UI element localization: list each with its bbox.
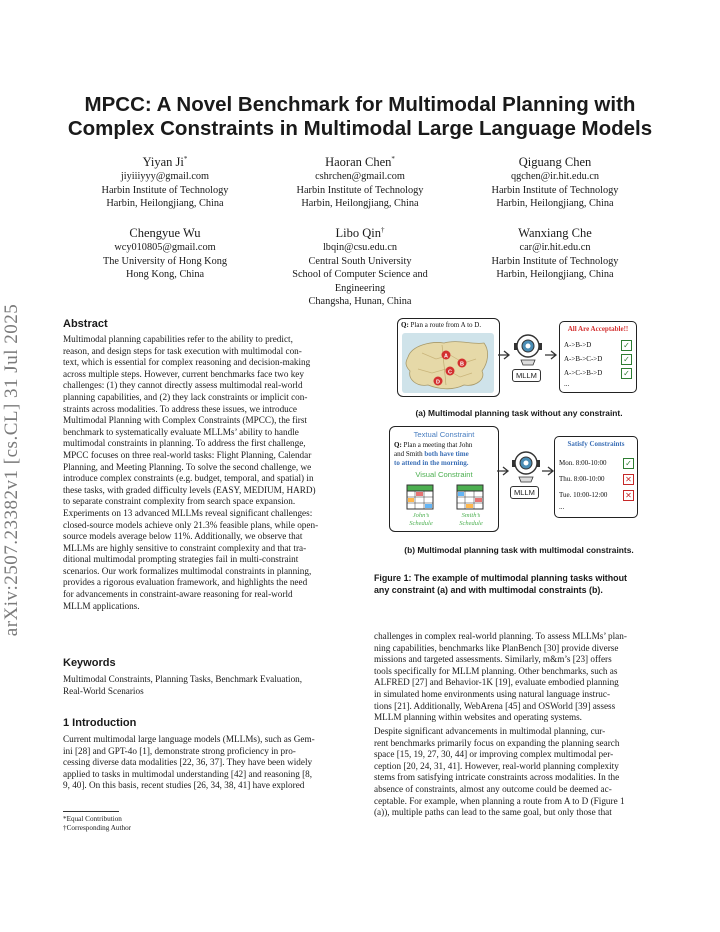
author-email: lbqin@csu.edu.cn — [322, 242, 398, 254]
text-line: straints across modalities. To address these issues, we introduce — [63, 403, 297, 414]
text-line: MLLMs are highly sensitive to constraint complexity and that tra- — [63, 542, 307, 553]
section-heading-introduction: 1 Introduction — [63, 717, 137, 729]
author-email: car@ir.hit.edu.cn — [519, 242, 591, 254]
check-icon: ✓ — [623, 458, 634, 469]
author-name: Libo Qin† — [335, 226, 385, 241]
text-line: Planning, and Meeting Planning. To solve the second challenge, we — [63, 461, 312, 472]
text-line: benchmark to systematically evaluate MLLMs’ ability to handle — [63, 426, 299, 437]
text-line: closed-source models achieve only 21.3% feasible plans, while open- — [63, 519, 319, 530]
text-line: stems from satisfying intricate constraints across modalities. In the — [374, 772, 620, 783]
subcaption-b: (b) Multimodal planning task with multimodal constraints. — [404, 545, 634, 555]
answer-option: Mon. 8:00-10:00 — [559, 459, 607, 467]
answer-panel-a — [559, 321, 637, 393]
answer-option: A->B->C->D — [564, 355, 603, 363]
text-line: ALFRED [27] and Behavior-1K [19], evaluate embodied planning — [374, 677, 619, 688]
introduction-body-right-2 — [374, 726, 666, 819]
answer-option: Thu. 8:00-10:00 — [559, 475, 605, 483]
textual-constraint-label: Textual Constraint — [413, 430, 475, 439]
figure-1b — [389, 426, 639, 536]
text-line: challenges in complex real-world planning. To assess MLLMs’ plan- — [374, 631, 627, 641]
answer-option: A->C->B->D — [564, 369, 603, 377]
text-line: applied to tasks in multimodal understanding [42] and reasoning [8, — [63, 768, 313, 779]
text-line: MLLM applications. — [63, 600, 140, 611]
text-line: space [15, 19, 27, 30, 44] or improving complex multimodal per- — [374, 749, 614, 760]
text-line: Multimodal Planning with Complex Constraints (MPCC), the first — [63, 415, 307, 426]
calendar-icon — [456, 482, 484, 510]
answer-ellipsis: ... — [564, 380, 570, 388]
answer-title: All Are Acceptable!! — [567, 325, 629, 333]
answer-title: Satisfy Constraints — [567, 440, 625, 448]
text-line: Experiments on 13 advanced MLLMs reveal significant challenges: — [63, 507, 313, 518]
keywords-heading: Keywords — [63, 657, 116, 669]
footnote-rule — [63, 811, 119, 812]
map-pin-icon — [442, 351, 451, 360]
text-line: cessing diverse data modalities [22, 36, 37]. They have been widely — [63, 757, 313, 768]
map-pin-icon — [434, 377, 443, 386]
text-line: source models average below 11%. Additionally, we observe that — [63, 531, 303, 542]
author-block — [445, 222, 665, 282]
question-b-line-3: to attend in the morning. — [394, 459, 469, 467]
author-affiliation: Harbin Institute of Technology — [296, 184, 424, 196]
text-line: introduce complex constraints (e.g. budget, temporal, and spatial) in — [63, 473, 314, 484]
paper-title — [0, 93, 720, 141]
author-location: Hong Kong, China — [125, 269, 205, 281]
text-line: tions [21]. Additionally, WebArena [45] and OSWorld [39] assess — [374, 700, 616, 711]
figure-caption: Figure 1: The example of multimodal planning tasks without any constraint (a) and with multimodal constraints (b). — [374, 573, 627, 595]
keywords-line: Multimodal Constraints, Planning Tasks, Benchmark Evaluation, — [63, 674, 303, 684]
visual-constraint-label: Visual Constraint — [415, 470, 473, 479]
author-name: Yiyan Ji* — [142, 155, 188, 170]
author-name: Wanxiang Che — [518, 226, 592, 241]
text-line: ini [28] and GPT-4o [1], demonstrate strong proficiency in pro- — [63, 745, 296, 756]
title-line-1: MPCC: A Novel Benchmark for Multimodal Planning with — [84, 93, 636, 116]
route-map-image — [402, 333, 494, 393]
text-line: challenges: (1) they cannot directly assess multimodal real-world — [63, 380, 303, 391]
title-line-2: Complex Constraints in Multimodal Large Language Models — [67, 117, 653, 140]
text-line: ning capabilities, benchmarks like PlanBench [30] provide diverse — [374, 642, 619, 653]
arxiv-id: arXiv:2507.23382v1 [cs.CL] 31 Jul 2025 — [1, 303, 22, 637]
answer-ellipsis: ... — [559, 503, 565, 511]
text-line: across multiple steps. However, current benchmarks face two key — [63, 368, 304, 379]
answer-option: A->B->D — [564, 341, 592, 349]
author-location: Harbin, Heilongjiang, China — [106, 198, 224, 210]
check-icon: ✓ — [621, 340, 632, 351]
footnote-corresponding-author: †Corresponding Author — [63, 824, 132, 832]
question-b-line-2: and Smith both have time — [394, 450, 469, 458]
author-block — [55, 222, 275, 282]
robot-icon — [511, 330, 545, 366]
text-line: for advancements in constraint-aware reasoning for real-world — [63, 589, 293, 600]
svg-text:A: A — [444, 353, 448, 360]
text-line: missions and targeted assessments. Similarly, m&m’s [23] offers — [374, 654, 612, 665]
author-department: School of Computer Science and — [292, 269, 428, 281]
text-line: Despite significant advancements in multimodal planning, cur- — [374, 726, 606, 736]
introduction-body-right-1 — [374, 631, 666, 724]
author-email: cshrchen@gmail.com — [315, 171, 405, 183]
author-name: Qiguang Chen — [518, 155, 592, 170]
map-pin-icon — [458, 359, 467, 368]
arxiv-stamp — [0, 270, 32, 670]
keywords-body — [63, 674, 355, 697]
author-email: jiyiiiyyy@gmail.com — [120, 171, 210, 183]
footnote-equal-contribution: *Equal Contribution — [63, 815, 122, 823]
map-pin-icon — [446, 367, 455, 376]
author-location: Harbin, Heilongjiang, China — [301, 198, 419, 210]
text-line: reason, and design steps for task execution with multimodal con- — [63, 345, 302, 356]
constraint-panel — [389, 426, 499, 532]
robot-icon — [509, 447, 543, 483]
cross-icon: ✕ — [623, 490, 634, 501]
author-location: Changsha, Hunan, China — [308, 296, 412, 308]
text-line: 9, 40]. On this basis, recent studies [26, 34, 38, 41] have explored — [63, 780, 305, 791]
question-a: Q: Plan a route from A to D. — [401, 321, 482, 329]
cross-icon: ✕ — [623, 474, 634, 485]
arrow-icon — [545, 350, 559, 360]
author-block — [250, 151, 470, 211]
author-email: qgchen@ir.hit.edu.cn — [510, 171, 600, 183]
author-affiliation: Harbin Institute of Technology — [101, 184, 229, 196]
author-department-cont: Engineering — [334, 282, 386, 294]
text-line: text, which is essential for complex reasoning and decision-making — [63, 357, 311, 368]
author-affiliation: The University of Hong Kong — [102, 255, 228, 267]
map-panel — [397, 318, 500, 397]
check-icon: ✓ — [621, 354, 632, 365]
text-line: planning capabilities, and (2) they lack constraints or implicit con- — [63, 391, 308, 402]
introduction-body — [63, 734, 355, 792]
text-line: in simulated home environments using natural language instruc- — [374, 688, 611, 699]
arrow-icon — [498, 350, 512, 360]
abstract-heading: Abstract — [63, 318, 108, 330]
calendar-icon — [406, 482, 434, 510]
text-line: scenarios. Our work formalizes multimodal constraints in planning, — [63, 565, 312, 576]
question-b-line-1: Q: Plan a meeting that John — [394, 441, 473, 449]
answer-option: Tue. 10:00-12:00 — [559, 491, 608, 499]
svg-text:D: D — [436, 379, 440, 386]
text-line: absence of constraints, almost any outcome could be deemed ac- — [374, 783, 612, 794]
schedule-label-john: John’s Schedule — [409, 512, 433, 527]
svg-text:B: B — [460, 361, 464, 368]
author-affiliation: Harbin Institute of Technology — [491, 184, 619, 196]
figure-1a — [397, 318, 637, 398]
author-block — [55, 151, 275, 211]
check-icon: ✓ — [621, 368, 632, 379]
text-line: to separate constraint complexity from search space expansion. — [63, 496, 296, 507]
text-line: (a)), multiple paths can lead to the same goal, but only those that — [374, 807, 612, 818]
author-affiliation: Central South University — [308, 255, 412, 267]
mllm-label: MLLM — [510, 486, 539, 499]
text-line: ception [20, 24, 31, 41]. However, real-world planning complexity — [374, 760, 619, 771]
author-location: Harbin, Heilongjiang, China — [496, 269, 614, 281]
text-line: Multimodal planning capabilities refer to the ability to predict, — [63, 334, 293, 344]
schedule-label-smith: Smith’s Schedule — [459, 512, 483, 527]
text-line: MPCC focuses on three real-world tasks: Flight Planning, Calendar — [63, 449, 312, 460]
author-name: Haoran Chen* — [325, 155, 395, 170]
text-line: MLLM planning within websites and operating systems. — [374, 712, 582, 723]
text-line: ditional multimodal prompting strategies fail in multi-constraint — [63, 554, 299, 565]
mllm-label: MLLM — [512, 369, 541, 382]
author-location: Harbin, Heilongjiang, China — [496, 198, 614, 210]
footnotes — [63, 815, 131, 833]
text-line: tools specifically for MLLM planning. Other benchmarks, such as — [374, 665, 618, 676]
text-line: Current multimodal large language models (MLLMs), such as Gem- — [63, 734, 315, 744]
text-line: provides a rigorous evaluation framework, and highlights the need — [63, 577, 308, 588]
keywords-line: Real-World Scenarios — [63, 685, 144, 696]
answer-panel-b — [554, 436, 638, 518]
abstract-body — [63, 334, 355, 612]
author-block — [250, 222, 470, 309]
text-line: these tasks, with graded difficulty levels (EASY, MEDIUM, HARD) — [63, 484, 316, 495]
text-line: rent benchmarks primarily focus on expanding the planning search — [374, 737, 620, 748]
author-email: wcy010805@gmail.com — [114, 242, 216, 254]
author-affiliation: Harbin Institute of Technology — [491, 255, 619, 267]
subcaption-a: (a) Multimodal planning task without any constraint. — [415, 408, 623, 418]
author-name: Chengyue Wu — [129, 226, 201, 241]
text-line: ceptable. For example, when planning a route from A to D (Figure 1 — [374, 795, 625, 806]
text-line: multimodal constraints in planning. To address the first challenge, — [63, 438, 306, 449]
svg-text:C: C — [448, 369, 452, 376]
author-block — [445, 151, 665, 211]
